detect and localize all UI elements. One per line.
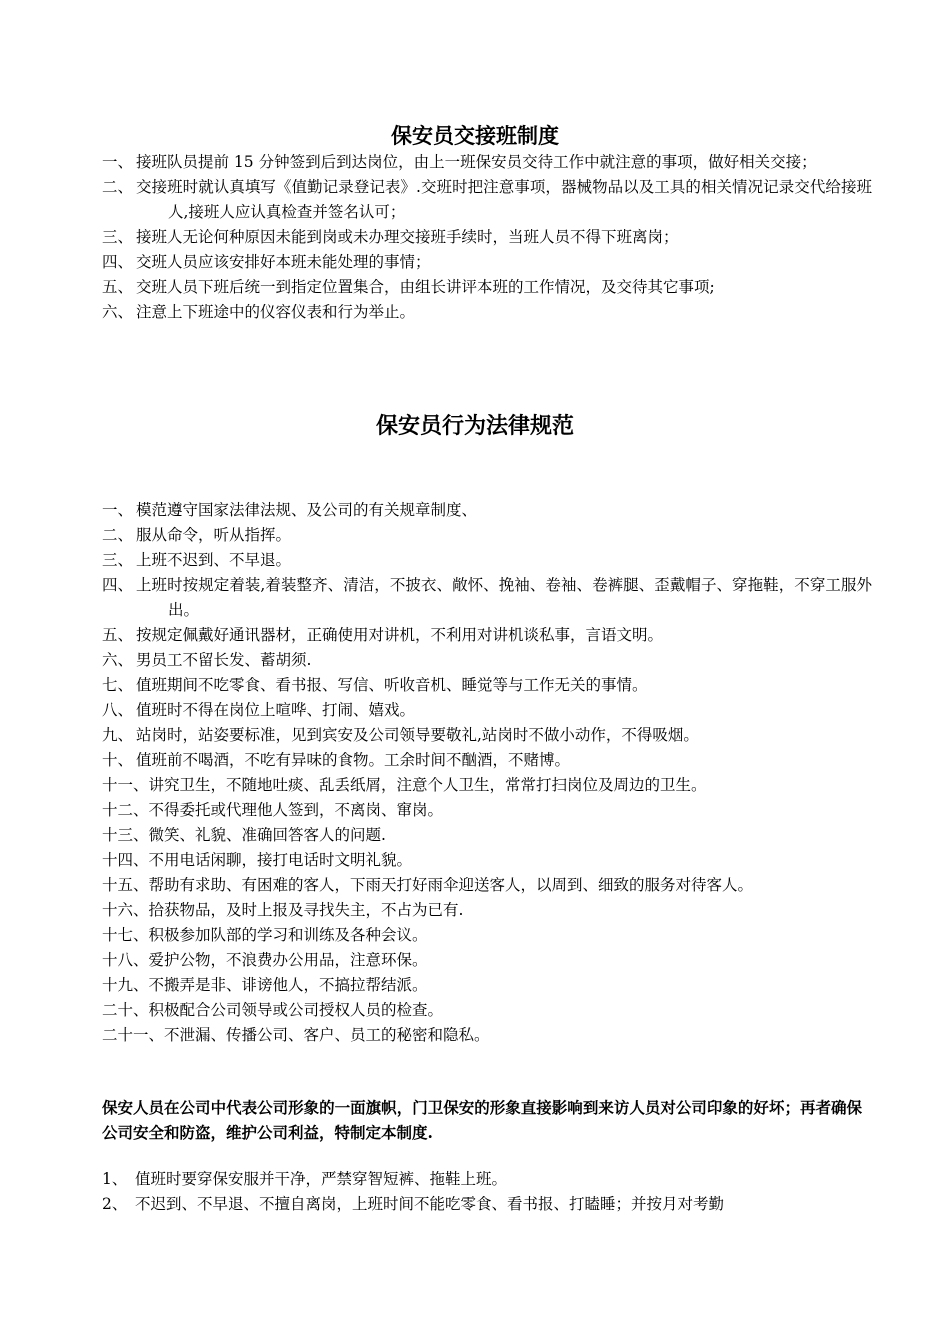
item-text: 模范遵守国家法律法规、及公司的有关规章制度、 [136,501,478,519]
item-marker: 八、 [102,701,134,719]
item-marker: 四、 [102,576,134,594]
list-item [102,150,872,175]
list-item [102,175,872,225]
item-marker: 一、 [102,501,134,519]
item-marker: 七、 [102,676,134,694]
list-item: 十二、不得委托或代理他人签到，不离岗、窜岗。 [102,801,444,819]
handover-rules-list [102,150,872,325]
item-marker: 五、 [102,626,134,644]
item-marker: 六、 [102,651,134,669]
list-item: 十九、不搬弄是非、诽谤他人，不搞拉帮结派。 [102,976,428,994]
list-item: 二十一、不泄漏、传播公司、客户、员工的秘密和隐私。 [102,1026,490,1044]
item-text: 交接班时就认真填写《值勤记录登记表》.交班时把注意事项，器械物品以及工具的相关情况记录交代给接班人,接班人应认真检查并签名认可； [136,178,872,221]
item-text: 接班队员提前 15 分钟签到后到达岗位，由上一班保安员交待工作中就注意的事项，做好相关交接； [136,153,817,171]
list-item [102,573,872,623]
list-item [102,275,872,300]
item-marker: 2、 [102,1195,128,1213]
item-marker: 三、 [102,551,134,569]
guard-duty-rules-list [102,1167,862,1217]
item-text: 交班人员应该安排好本班未能处理的事情； [136,253,431,271]
list-item [102,225,872,250]
item-marker: 十、 [102,751,134,769]
list-item: 十七、积极参加队部的学习和训练及各种会议。 [102,926,428,944]
list-item [102,300,872,325]
list-item [102,673,872,698]
item-text: 注意上下班途中的仪容仪表和行为举止。 [136,303,416,321]
item-text: 交班人员下班后统一到指定位置集合，由组长讲评本班的工作情况，及交待其它事项; [136,278,715,296]
item-text: 值班期间不吃零食、看书报、写信、听收音机、睡觉等与工作无关的事情。 [136,676,648,694]
list-item [102,1192,862,1217]
item-marker: 六、 [102,303,134,321]
item-text: 站岗时，站姿要标准，见到宾安及公司领导要敬礼,站岗时不做小动作，不得吸烟。 [136,726,699,744]
list-item: 十八、爱护公物，不浪费办公用品，注意环保。 [102,951,428,969]
list-item [102,523,872,548]
item-marker: 二、 [102,526,134,544]
item-text: 男员工不留长发、蓄胡须. [136,651,312,669]
list-item: 十四、不用电话闲聊，接打电话时文明礼貌。 [102,851,413,869]
list-item [102,648,872,673]
item-marker: 三、 [102,228,134,246]
item-text: 值班时要穿保安服并干净，严禁穿智短裤、拖鞋上班。 [135,1170,508,1188]
list-item: 十三、微笑、礼貌、准确回答客人的问题. [102,826,386,844]
list-item [102,498,872,523]
item-text: 接班人无论何种原因未能到岗或未办理交接班手续时，当班人员不得下班离岗； [136,228,679,246]
list-item: 十五、帮助有求助、有困难的客人，下雨天打好雨伞迎送客人，以周到、细致的服务对待客人。 [102,876,754,894]
item-text: 不迟到、不早退、不擅自离岗，上班时间不能吃零食、看书报、打瞌睡；并按月对考勤 [135,1195,725,1213]
policy-intro-paragraph: 保安人员在公司中代表公司形象的一面旗帜，门卫保安的形象直接影响到来访人员对公司印象的好坏；再者确保公司安全和防盗，维护公司利益，特制定本制度. [102,1098,862,1142]
list-item [102,748,872,773]
item-text: 上班不迟到、不早退。 [136,551,292,569]
item-marker: 二、 [102,178,134,196]
list-item: 十六、拾获物品，及时上报及寻找失主，不占为已有. [102,901,464,919]
list-item [102,698,872,723]
list-item [102,1167,862,1192]
item-text: 上班时按规定着装,着装整齐、清洁，不披衣、敞怀、挽袖、卷袖、卷裤腿、歪戴帽子、穿拖鞋，不穿工服外出。 [136,576,872,619]
item-marker: 五、 [102,278,134,296]
item-text: 按规定佩戴好通讯器材，正确使用对讲机，不利用对讲机谈私事，言语文明。 [136,626,664,644]
item-text: 值班时不得在岗位上喧哗、打闹、嬉戏。 [136,701,416,719]
list-item [102,723,872,748]
item-text: 服从命令，听从指挥。 [136,526,292,544]
list-item [102,548,872,573]
conduct-rules-list [102,498,872,1048]
list-item: 十一、讲究卫生，不随地吐痰、乱丢纸屑，注意个人卫生，常常打扫岗位及周边的卫生。 [102,776,707,794]
list-item [102,250,872,275]
item-marker: 四、 [102,253,134,271]
item-marker: 一、 [102,153,134,171]
section1-title: 保安员交接班制度 [391,123,559,148]
list-item: 二十、积极配合公司领导或公司授权人员的检查。 [102,1001,444,1019]
item-text: 值班前不喝酒，不吃有异味的食物。工余时间不酗酒，不赌博。 [136,751,571,769]
item-marker: 1、 [102,1170,128,1188]
item-marker: 九、 [102,726,134,744]
list-item [102,623,872,648]
section2-title: 保安员行为法律规范 [375,413,574,439]
